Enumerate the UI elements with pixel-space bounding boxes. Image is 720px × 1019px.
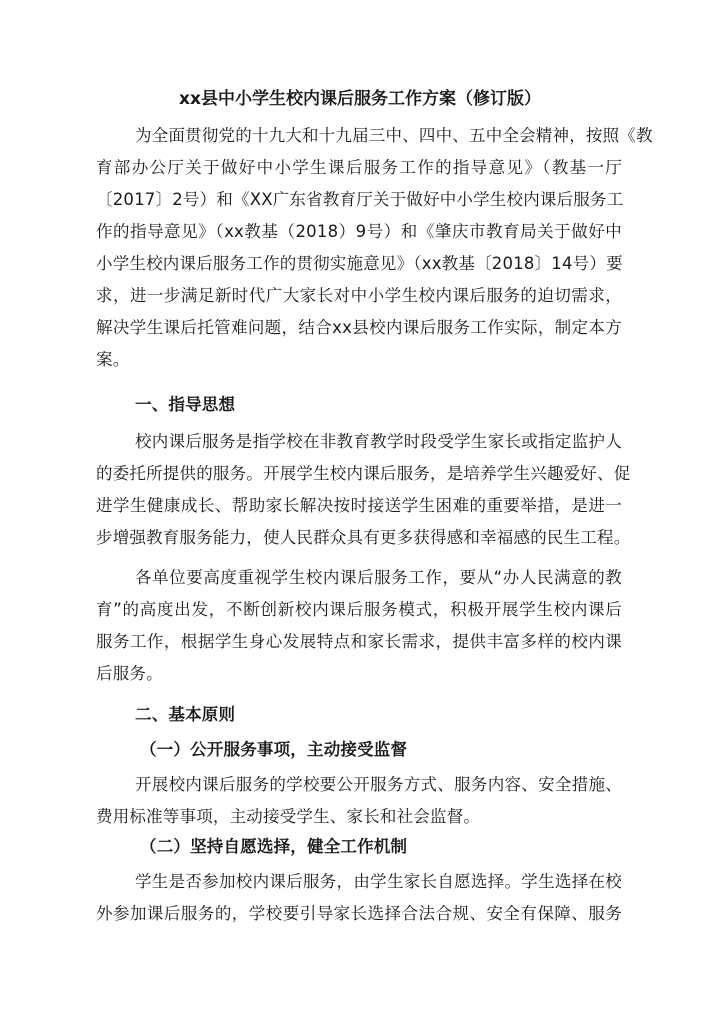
paragraph-2-line-1: 校内课后服务是指学校在非教育教学时段受学生家长或指定监护人 xyxy=(135,432,622,451)
paragraph-1-line-7: 解决学生课后托管难问题，结合xx县校内课后服务工作实际，制定本方 xyxy=(96,318,622,337)
paragraph-2-line-4: 步增强教育服务能力，使人民群众具有更多获得感和幸福感的民生工程。 xyxy=(96,528,631,547)
paragraph-1-line-5: 小学生校内课后服务工作的贯彻实施意见》（xx教基〔2018〕14号）要 xyxy=(96,254,623,273)
paragraph-1-line-3: 〔2017〕2号）和《XX广东省教育厅关于做好中小学生校内课后服务工 xyxy=(96,190,624,209)
paragraph-4-line-1: 开展校内课后服务的学校要公开服务方式、服务内容、安全措施、 xyxy=(135,775,622,794)
paragraph-5-line-1: 学生是否参加校内课后服务，由学生家长自愿选择。学生选择在校 xyxy=(135,872,622,891)
paragraph-5-line-2: 外参加课后服务的，学校要引导家长选择合法合规、安全有保障、服务 xyxy=(96,904,622,923)
section-1-heading: 一、指导思想 xyxy=(135,395,236,414)
paragraph-2-line-3: 进学生健康成长、帮助家长解决按时接送学生困难的重要举措，是进一 xyxy=(96,496,622,515)
paragraph-3-line-1: 各单位要高度重视学生校内课后服务工作，要从“办人民满意的教 xyxy=(135,568,622,587)
subsection-1-heading: （一）公开服务事项，主动接受监督 xyxy=(140,740,408,759)
document-title: xx县中小学生校内课后服务工作方案（修订版） xyxy=(179,89,541,109)
paragraph-1-line-6: 求，进一步满足新时代广大家长对中小学生校内课后服务的迫切需求， xyxy=(96,286,622,305)
paragraph-1-line-4: 作的指导意见》（xx教基（2018）9号）和《肇庆市教育局关于做好中 xyxy=(96,222,622,241)
subsection-2-heading: （二）坚持自愿选择，健全工作机制 xyxy=(140,837,408,856)
paragraph-3-line-4: 后服务。 xyxy=(96,664,163,683)
paragraph-1-line-2: 育部办公厅关于做好中小学生课后服务工作的指导意见》（教基一厅 xyxy=(96,158,622,177)
paragraph-4-line-2: 费用标准等事项，主动接受学生、家长和社会监督。 xyxy=(96,807,481,826)
paragraph-2-line-2: 的委托所提供的服务。开展学生校内课后服务，是培养学生兴趣爱好、促 xyxy=(96,464,631,483)
section-2-heading: 二、基本原则 xyxy=(135,705,236,724)
paragraph-3-line-3: 服务工作，根据学生身心发展特点和家长需求，提供丰富多样的校内课 xyxy=(96,632,622,651)
paragraph-1-line-8: 案。 xyxy=(96,350,130,369)
paragraph-1-line-1: 为全面贯彻党的十九大和十九届三中、四中、五中全会精神，按照《教 xyxy=(135,126,653,145)
paragraph-3-line-2: 育”的高度出发，不断创新校内课后服务模式，积极开展学生校内课后 xyxy=(96,600,622,619)
